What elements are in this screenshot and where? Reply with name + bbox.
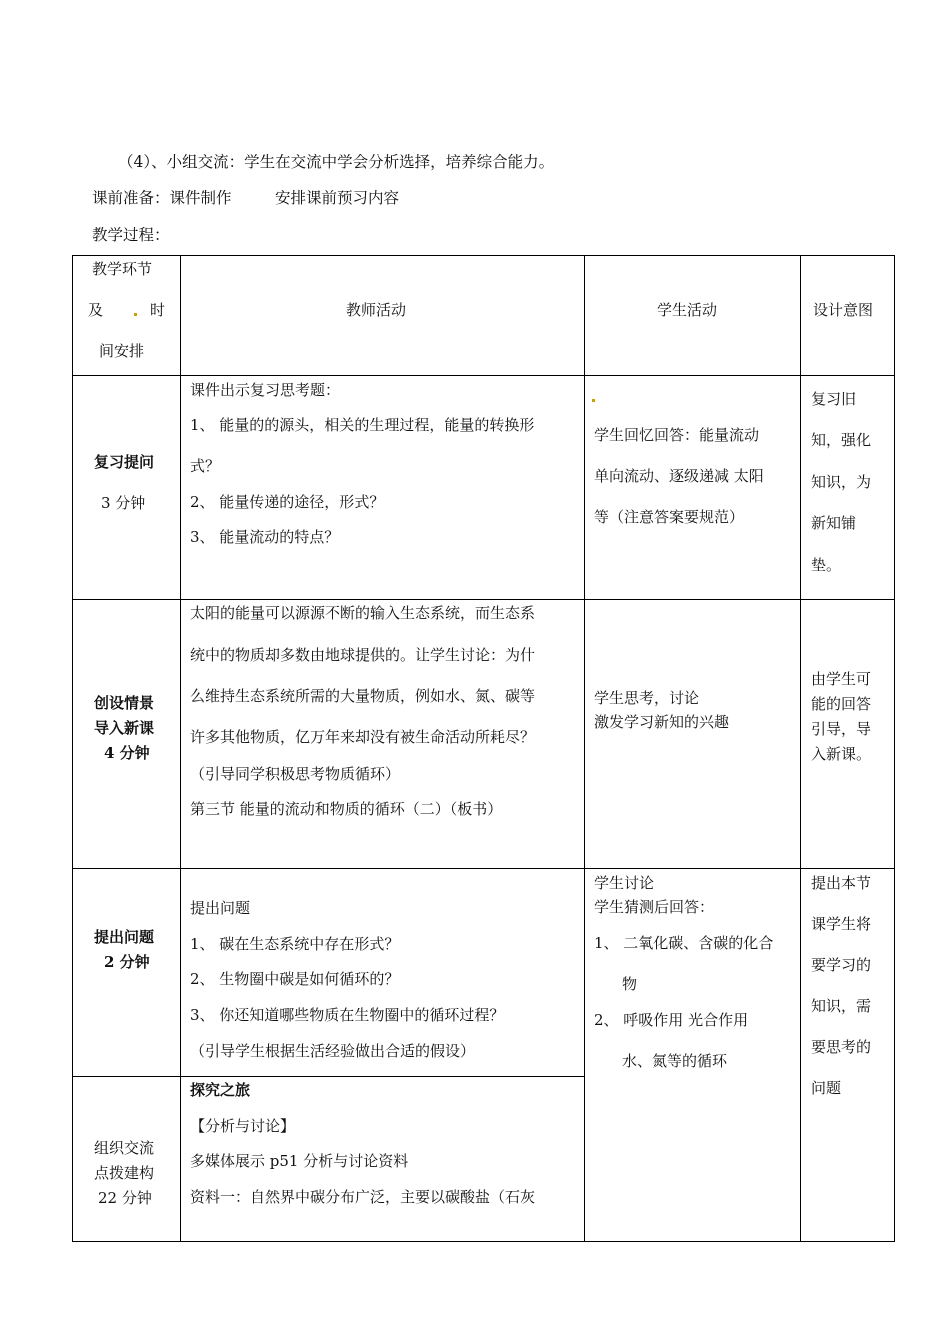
row3-intent-line6: 问题 [811, 1079, 842, 1097]
row3-student-line3: 1、 二氧化碳、含碳的化合 [594, 934, 774, 952]
row1-intent-line2: 知，强化 [811, 431, 872, 449]
row3-teacher-line3: 2、 生物圈中碳是如何循环的？ [190, 970, 400, 988]
row4-teacher-line1: 探究之旅 [190, 1081, 251, 1099]
row2-teacher-line4: 许多其他物质，亿万年来却没有被生命活动所耗尽？ [190, 728, 536, 746]
intro-line-process: 教学过程： [92, 226, 170, 244]
row3-stage-line1: 提出问题 [94, 928, 155, 946]
row3-intent-line4: 知识，需 [811, 997, 872, 1015]
row1-stage: 复习提问 [94, 453, 155, 471]
row3-student-line5: 2、 呼吸作用 光合作用 [594, 1011, 749, 1029]
row3-teacher-line1: 提出问题 [190, 899, 251, 917]
row2-teacher-line2: 统中的物质却多数由地球提供的。让学生讨论：为什 [190, 646, 536, 664]
row3-intent-line2: 课学生将 [811, 915, 872, 933]
row3-student-line2: 学生猜测后回答： [594, 898, 715, 916]
row4-teacher-line3: 多媒体展示 p51 分析与讨论资料 [190, 1152, 409, 1170]
row1-intent-line3: 知识，为 [811, 473, 872, 491]
row2-teacher-line3: 么维持生态系统所需的大量物质，例如水、氮、碳等 [190, 687, 536, 705]
intro-line-preparation: 课前准备：课件制作 [92, 189, 232, 207]
row1-intent-line5: 垫。 [811, 556, 842, 574]
header-stage-line3: 间安排 [99, 342, 145, 360]
row2-teacher-line6: 第三节 能量的流动和物质的循环（二）（板书） [190, 800, 503, 818]
row3-student-line6: 水、氮等的循环 [622, 1052, 728, 1070]
row3-teacher-line2: 1、 碳在生态系统中存在形式？ [190, 935, 400, 953]
row1-student-line2: 单向流动、逐级递减 太阳 [594, 467, 764, 485]
header-teacher-activity: 教师活动 [346, 301, 407, 319]
intro-line-preparation-2: 安排课前预习内容 [275, 189, 400, 207]
intro-line-group-exchange: （4）、小组交流：学生在交流中学会分析选择，培养综合能力。 [118, 153, 555, 171]
row3-intent-line3: 要学习的 [811, 956, 872, 974]
row4-stage-line1: 组织交流 [94, 1139, 155, 1157]
row2-stage-line1: 创设情景 [94, 694, 155, 712]
row3-intent-line1: 提出本节 [811, 874, 872, 892]
row3-student-line1: 学生讨论 [594, 874, 655, 892]
row1-teacher-line1: 课件出示复习思考题： [190, 381, 341, 399]
row1-teacher-line5: 3、 能量流动的特点？ [190, 528, 340, 546]
header-student-activity: 学生活动 [657, 301, 718, 319]
row4-stage-line2: 点拨建构 [94, 1164, 155, 1182]
row3-stage-line2: 2 分钟 [104, 953, 150, 971]
row3-student-line4: 物 [622, 975, 638, 993]
row3-teacher-line5: （引导学生根据生活经验做出合适的假设） [190, 1042, 476, 1060]
row2-intent-line1: 由学生可 [811, 670, 872, 688]
row2-student-line2: 激发学习新知的兴趣 [594, 713, 730, 731]
header-stage-line2: 及 [88, 301, 104, 319]
header-stage-line2b: 时 [150, 301, 166, 319]
header-design-intent: 设计意图 [813, 301, 874, 319]
row1-student-line3: 等（注意答案要规范） [594, 508, 745, 526]
header-stage-line1: 教学环节 [92, 260, 153, 278]
row1-teacher-line2: 1、 能量的的源头，相关的生理过程，能量的转换形 [190, 416, 535, 434]
marker-dot [592, 399, 595, 402]
row2-teacher-line1: 太阳的能量可以源源不断的输入生态系统，而生态系 [190, 604, 536, 622]
row4-teacher-line2: 【分析与讨论】 [190, 1117, 296, 1135]
row2-teacher-line5: （引导同学积极思考物质循环） [190, 765, 401, 783]
row2-intent-line3: 引导，导 [811, 720, 872, 738]
row3-teacher-line4: 3、 你还知道哪些物质在生物圈中的循环过程？ [190, 1006, 505, 1024]
marker-dot [134, 313, 137, 316]
row2-intent-line2: 能的回答 [811, 695, 872, 713]
row3-intent-line5: 要思考的 [811, 1038, 872, 1056]
row1-teacher-line3: 式？ [190, 457, 221, 475]
row2-intent-line4: 入新课。 [811, 745, 872, 763]
row2-student-line1: 学生思考，讨论 [594, 689, 700, 707]
row1-teacher-line4: 2、 能量传递的途径，形式？ [190, 493, 385, 511]
row2-stage-line2: 导入新课 [94, 719, 155, 737]
row1-student-line1: 学生回忆回答：能量流动 [594, 426, 760, 444]
row2-stage-line3: 4 分钟 [104, 744, 150, 762]
row1-intent-line4: 新知铺 [811, 514, 857, 532]
row4-teacher-line4: 资料一：自然界中碳分布广泛，主要以碳酸盐（石灰 [190, 1188, 536, 1206]
row1-time: 3 分钟 [101, 494, 146, 512]
row4-stage-line3: 22 分钟 [98, 1189, 152, 1207]
row1-intent-line1: 复习旧 [811, 390, 857, 408]
